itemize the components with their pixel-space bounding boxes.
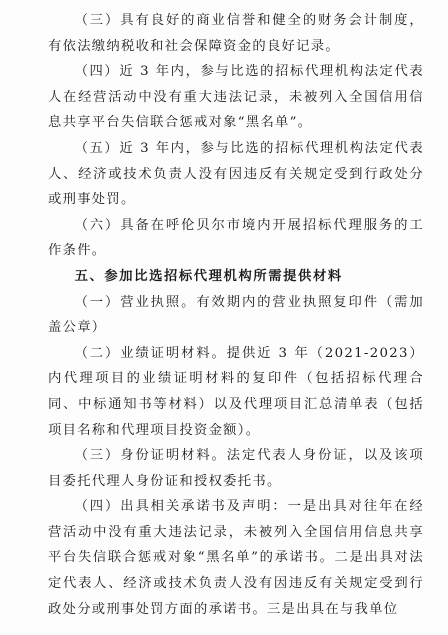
paragraph-material-1: （一）营业执照。有效期内的营业执照复印件（需加盖公章） [48,294,424,336]
paragraph-material-4: （四）出具相关承诺书及声明：一是出具对往年在经营活动中没有重大违法记录，未被列入全国信用信息共享平台失信联合惩戒对象“黑名单”的承诺书。二是出具对法定代表人、经济或技术负责人没有因违反有关规定受到行政处分或刑事处罚方面的承诺书。三是出具在与我单位 [48,499,424,617]
paragraph-requirement-6: （六）具备在呼伦贝尔市境内开展招标代理服务的工作条件。 [48,217,424,259]
paragraph-material-2: （二）业绩证明材料。提供近 3 年（2021-2023）内代理项目的业绩证明材料的复印件（包括招标代理合同、中标通知书等材料）以及代理项目汇总清单表（包括项目名称和代理项目投资金额）。 [48,345,424,438]
section-heading-materials: 五、参加比选招标代理机构所需提供材料 [74,268,343,284]
paragraph-requirement-3: （三）具有良好的商业信誉和健全的财务会计制度，有依法缴纳税收和社会保障资金的良好记录。 [48,13,424,54]
paragraph-requirement-5: （五）近 3 年内，参与比选的招标代理机构法定代表人、经济或技术负责人没有因违反有关规定受到行政处分或刑事处罚。 [48,140,424,208]
paragraph-material-3: （三）身份证明材料。法定代表人身份证，以及该项目委托代理人身份证和授权委托书。 [48,448,424,489]
paragraph-requirement-4: （四）近 3 年内，参与比选的招标代理机构法定代表人在经营活动中没有重大违法记录，未被列入全国信用信息共享平台失信联合惩戒对象“黑名单”。 [48,64,424,131]
